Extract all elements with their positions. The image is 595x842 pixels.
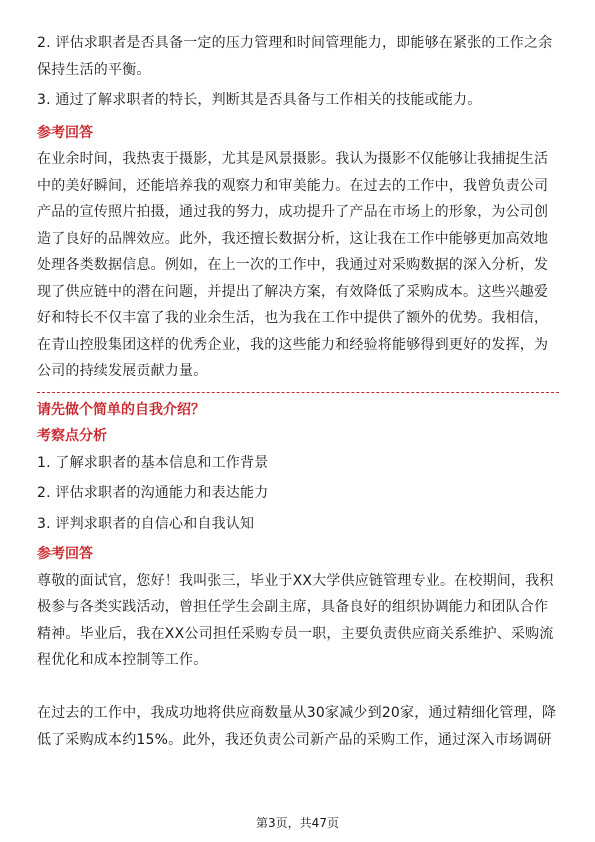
paragraph-line: 好和特长不仅丰富了我的业余生活，也为我在工作中提供了额外的优势。我相信， xyxy=(37,310,549,326)
answer-paragraph xyxy=(37,146,559,385)
page-number: 第3页，共47页 xyxy=(256,816,339,830)
paragraph-line: 造了良好的品牌效应。此外，我还擅长数据分析，这让我在工作中能够更加高效地 xyxy=(37,230,549,247)
paragraph-line: 中的美好瞬间，还能培养我的观察力和审美能力。在过去的工作中，我曾负责公司 xyxy=(37,177,549,194)
paragraph-line: 公司的持续发展贡献力量。 xyxy=(37,363,208,379)
document-page xyxy=(37,30,559,753)
paragraph-line: 尊敬的面试官，您好！我叫张三，毕业于XX大学供应链管理专业。在校期间，我积 xyxy=(37,572,554,589)
paragraph-line: 在过去的工作中，我成功地将供应商数量从30家减少到20家，通过精细化管理，降 xyxy=(37,705,557,721)
paragraph-line: 极参与各类实践活动，曾担任学生会副主席，具备良好的组织协调能力和团队合作 xyxy=(37,599,549,615)
paragraph-line: 处理各类数据信息。例如，在上一次的工作中，我通过对采购数据的深入分析，发 xyxy=(37,257,549,273)
list-item: 2. 评估求职者的沟通能力和表达能力 xyxy=(37,485,269,501)
paragraph-line: 产品的宣传照片拍摄，通过我的努力，成功提升了产品在市场上的形象，为公司创 xyxy=(37,204,549,220)
question-title: 请先做个简单的自我介绍？ xyxy=(37,401,205,418)
answer-heading: 参考回答 xyxy=(37,546,93,562)
paragraph-line: 在业余时间，我热衷于摄影，尤其是风景摄影。我认为摄影不仅能够让我捕捉生活 xyxy=(37,151,549,167)
list-item: 3. 评判求职者的自信心和自我认知 xyxy=(37,515,255,532)
top-list xyxy=(37,30,559,114)
answer-heading: 参考回答 xyxy=(37,124,93,141)
paragraph-line: 现了供应链中的潜在问题，并提出了解决方案，有效降低了采购成本。这些兴趣爱 xyxy=(37,283,549,300)
list-item: 保持生活的平衡。 xyxy=(37,61,151,78)
list-item: 2. 评估求职者是否具备一定的压力管理和时间管理能力，即能够在紧张的工作之余 xyxy=(37,35,553,51)
paragraph-line: 精神。毕业后，我在XX公司担任采购专员一职，主要负责供应商关系维护、采购流 xyxy=(37,625,554,642)
list-item: 3. 通过了解求职者的特长，判断其是否具备与工作相关的技能或能力。 xyxy=(37,92,482,108)
section-divider xyxy=(37,392,559,393)
paragraph-gap xyxy=(37,674,559,701)
answer-paragraph xyxy=(37,700,559,753)
answer-paragraph xyxy=(37,568,559,674)
analysis-heading: 考察点分析 xyxy=(37,428,107,444)
paragraph-line: 在青山控股集团这样的优秀企业，我的这些能力和经验将能够得到更好的发挥，为 xyxy=(37,336,549,353)
paragraph-line: 低了采购成本约15%。此外，我还负责公司新产品的采购工作，通过深入市场调研 xyxy=(37,731,552,748)
list-item: 1. 了解求职者的基本信息和工作背景 xyxy=(37,454,269,471)
paragraph-line: 程优化和成本控制等工作。 xyxy=(37,652,208,668)
analysis-list xyxy=(37,450,559,538)
